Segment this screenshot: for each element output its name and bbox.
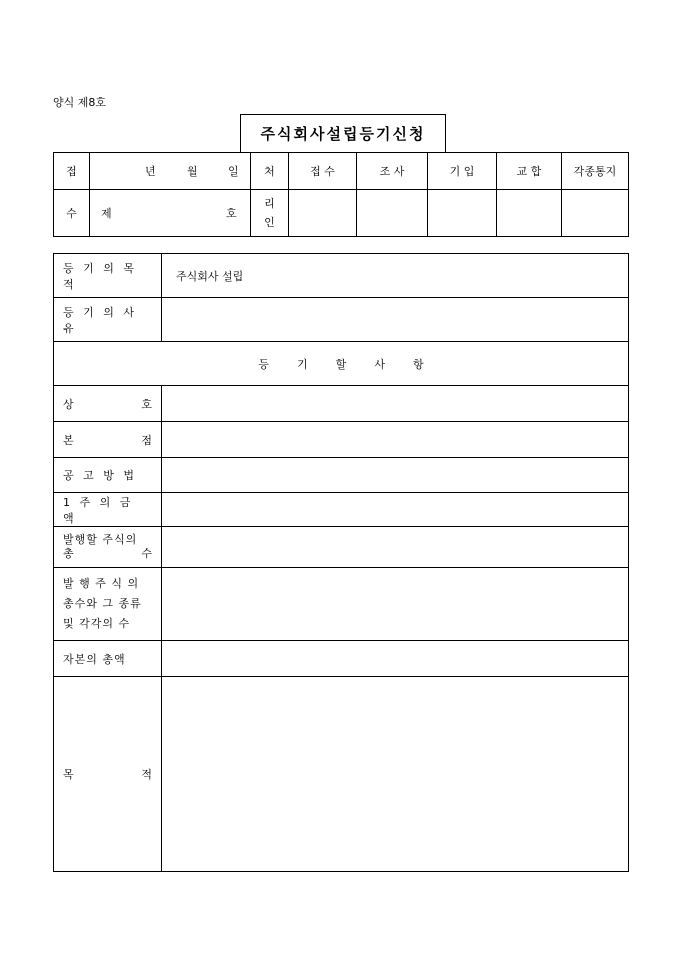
authorized-shares-label-line1: 발행할 주식의	[63, 533, 138, 546]
review-signature-cell[interactable]	[357, 190, 428, 237]
month-label: 월	[187, 165, 198, 178]
section-heading-char: 등	[258, 357, 270, 371]
col-header-notifications: 각종통지	[562, 153, 629, 190]
collation-signature-cell[interactable]	[497, 190, 562, 237]
trade-name-label	[54, 386, 162, 422]
form-number: 양식 제8호	[53, 96, 106, 109]
authorized-shares-label-left: 총	[63, 547, 74, 560]
col-header-review: 조 사	[357, 153, 428, 190]
trade-name-value[interactable]	[162, 386, 629, 422]
issued-shares-label-line1: 발 행 주 식 의	[63, 577, 140, 590]
issued-shares-value[interactable]	[162, 568, 629, 641]
entry-signature-cell[interactable]	[428, 190, 497, 237]
business-objective-label-right: 적	[141, 768, 152, 781]
reason-label: 등 기 의 사 유	[54, 298, 162, 342]
receipt-signature-cell[interactable]	[289, 190, 357, 237]
page-title: 주식회사설립등기신청	[240, 114, 446, 152]
par-value-label: 1 주 의 금 액	[54, 493, 162, 527]
purpose-value[interactable]: 주식회사 설립	[162, 254, 629, 298]
receipt-number-cell[interactable]	[90, 190, 251, 237]
section-heading-char: 사	[374, 357, 385, 371]
issued-shares-label	[54, 568, 162, 641]
issued-shares-label-line3: 및 각각의 수	[63, 617, 131, 630]
business-objective-label-left: 목	[63, 768, 74, 781]
par-value-value[interactable]	[162, 493, 629, 527]
receipt-date-cell[interactable]	[90, 153, 251, 190]
je-label: 제	[101, 207, 112, 220]
section-heading-char: 기	[297, 357, 308, 371]
business-objective-label	[54, 677, 162, 872]
authorized-shares-label-right: 수	[141, 547, 152, 560]
head-office-value[interactable]	[162, 422, 629, 458]
public-notice-method-value[interactable]	[162, 458, 629, 493]
head-office-label-right: 점	[141, 433, 152, 447]
head-office-label-left: 본	[63, 433, 74, 447]
receipt-label-su: 수	[54, 190, 90, 237]
authorized-shares-label	[54, 527, 162, 568]
receipt-label-jeop: 접	[54, 153, 90, 190]
processor-label-cheo: 처	[251, 153, 289, 190]
issued-shares-label-line2: 총수와 그 종류	[63, 597, 142, 610]
col-header-receipt: 접 수	[289, 153, 357, 190]
processor-label-rest	[251, 190, 289, 237]
notification-signature-cell[interactable]	[562, 190, 629, 237]
business-objective-value[interactable]	[162, 677, 629, 872]
trade-name-label-right: 호	[141, 397, 152, 411]
section-heading-char: 할	[335, 357, 347, 371]
reason-value[interactable]	[162, 298, 629, 342]
col-header-collation: 교 합	[497, 153, 562, 190]
section-heading-char: 항	[412, 357, 424, 371]
total-capital-label: 자본의 총액	[54, 641, 162, 677]
year-label: 년	[145, 165, 156, 178]
col-header-entry: 기 입	[428, 153, 497, 190]
receipt-table	[53, 152, 629, 237]
processor-label-in: 인	[264, 216, 275, 229]
registration-table	[53, 253, 629, 872]
trade-name-label-left: 상	[63, 397, 74, 411]
total-capital-value[interactable]	[162, 641, 629, 677]
ho-label: 호	[226, 207, 237, 220]
purpose-label: 등 기 의 목 적	[54, 254, 162, 298]
authorized-shares-value[interactable]	[162, 527, 629, 568]
section-heading	[54, 342, 629, 386]
head-office-label	[54, 422, 162, 458]
processor-label-ri: 리	[264, 197, 275, 210]
public-notice-method-label: 공 고 방 법	[54, 458, 162, 493]
day-label: 일	[228, 165, 239, 178]
